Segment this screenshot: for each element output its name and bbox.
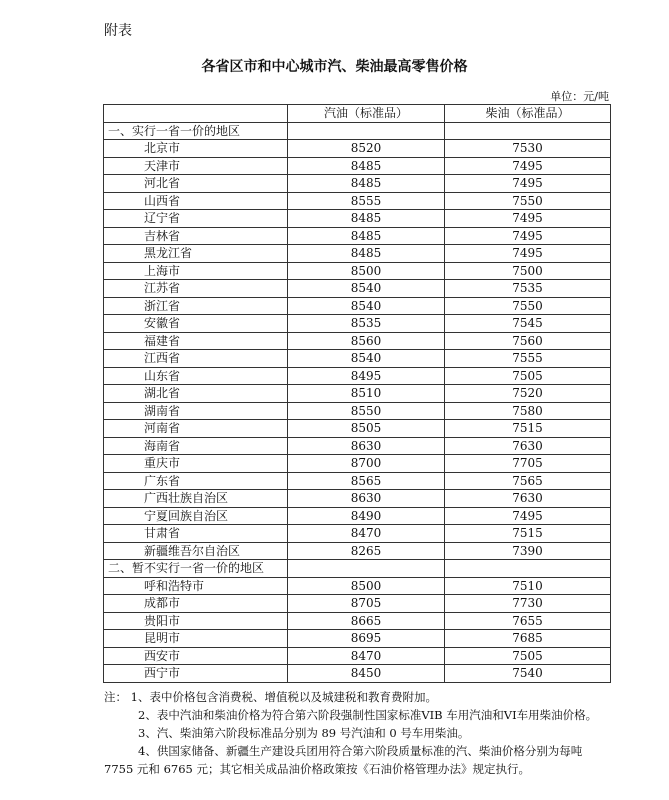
table-row <box>104 577 611 595</box>
region-cell: 甘肃省 <box>104 525 288 543</box>
gasoline-price-cell: 8565 <box>288 472 445 490</box>
section-heading: 一、实行一省一价的地区 <box>104 122 288 140</box>
region-cell: 安徽省 <box>104 315 288 333</box>
table-row <box>104 630 611 648</box>
gasoline-price-cell: 8485 <box>288 175 445 193</box>
empty-cell <box>288 122 445 140</box>
table-row <box>104 542 611 560</box>
table-row <box>104 420 611 438</box>
section-heading-row <box>104 122 611 140</box>
column-header-gasoline: 汽油（标准品） <box>288 105 445 123</box>
region-cell: 湖南省 <box>104 402 288 420</box>
table-header-row <box>104 105 611 123</box>
region-cell: 广东省 <box>104 472 288 490</box>
table-row <box>104 280 611 298</box>
diesel-price-cell: 7705 <box>445 455 611 473</box>
table-row <box>104 210 611 228</box>
diesel-price-cell: 7515 <box>445 420 611 438</box>
region-cell: 江苏省 <box>104 280 288 298</box>
gasoline-price-cell: 8450 <box>288 665 445 683</box>
diesel-price-cell: 7555 <box>445 350 611 368</box>
table-row <box>104 175 611 193</box>
table-row <box>104 490 611 508</box>
table-row <box>104 507 611 525</box>
table-row <box>104 665 611 683</box>
diesel-price-cell: 7495 <box>445 245 611 263</box>
diesel-price-cell: 7630 <box>445 490 611 508</box>
gasoline-price-cell: 8540 <box>288 297 445 315</box>
region-cell: 重庆市 <box>104 455 288 473</box>
diesel-price-cell: 7550 <box>445 192 611 210</box>
gasoline-price-cell: 8540 <box>288 350 445 368</box>
region-cell: 西安市 <box>104 647 288 665</box>
gasoline-price-cell: 8555 <box>288 192 445 210</box>
gasoline-price-cell: 8630 <box>288 437 445 455</box>
gasoline-price-cell: 8520 <box>288 140 445 158</box>
diesel-price-cell: 7495 <box>445 175 611 193</box>
gasoline-price-cell: 8485 <box>288 210 445 228</box>
diesel-price-cell: 7505 <box>445 367 611 385</box>
diesel-price-cell: 7510 <box>445 577 611 595</box>
page-title: 各省区市和中心城市汽、柴油最高零售价格 <box>201 59 468 75</box>
gasoline-price-cell: 8500 <box>288 262 445 280</box>
table-row <box>104 472 611 490</box>
region-cell: 呼和浩特市 <box>104 577 288 595</box>
gasoline-price-cell: 8540 <box>288 280 445 298</box>
gasoline-price-cell: 8550 <box>288 402 445 420</box>
gasoline-price-cell: 8505 <box>288 420 445 438</box>
diesel-price-cell: 7495 <box>445 210 611 228</box>
table-row <box>104 402 611 420</box>
price-table <box>103 104 611 683</box>
diesel-price-cell: 7495 <box>445 157 611 175</box>
region-cell: 贵阳市 <box>104 612 288 630</box>
diesel-price-cell: 7545 <box>445 315 611 333</box>
table-row <box>104 297 611 315</box>
table-row <box>104 315 611 333</box>
gasoline-price-cell: 8485 <box>288 227 445 245</box>
diesel-price-cell: 7550 <box>445 297 611 315</box>
table-row <box>104 350 611 368</box>
gasoline-price-cell: 8535 <box>288 315 445 333</box>
diesel-price-cell: 7580 <box>445 402 611 420</box>
diesel-price-cell: 7565 <box>445 472 611 490</box>
region-cell: 成都市 <box>104 595 288 613</box>
table-row <box>104 437 611 455</box>
unit-label: 单位：元/吨 <box>550 90 609 103</box>
diesel-price-cell: 7520 <box>445 385 611 403</box>
diesel-price-cell: 7390 <box>445 542 611 560</box>
section-heading: 二、暂不实行一省一价的地区 <box>104 560 288 578</box>
region-cell: 浙江省 <box>104 297 288 315</box>
region-cell: 北京市 <box>104 140 288 158</box>
table-row <box>104 595 611 613</box>
region-cell: 昆明市 <box>104 630 288 648</box>
section-heading-row <box>104 560 611 578</box>
gasoline-price-cell: 8265 <box>288 542 445 560</box>
diesel-price-cell: 7495 <box>445 227 611 245</box>
column-header <box>104 105 288 123</box>
gasoline-price-cell: 8510 <box>288 385 445 403</box>
region-cell: 辽宁省 <box>104 210 288 228</box>
gasoline-price-cell: 8705 <box>288 595 445 613</box>
gasoline-price-cell: 8470 <box>288 647 445 665</box>
table-row <box>104 245 611 263</box>
region-cell: 天津市 <box>104 157 288 175</box>
table-row <box>104 525 611 543</box>
gasoline-price-cell: 8485 <box>288 157 445 175</box>
gasoline-price-cell: 8495 <box>288 367 445 385</box>
note-1: 注： 1、表中价格包含消费税、增值税以及城建税和教育费附加。 <box>104 690 437 704</box>
region-cell: 宁夏回族自治区 <box>104 507 288 525</box>
region-cell: 吉林省 <box>104 227 288 245</box>
table-row <box>104 647 611 665</box>
diesel-price-cell: 7630 <box>445 437 611 455</box>
region-cell: 山东省 <box>104 367 288 385</box>
gasoline-price-cell: 8490 <box>288 507 445 525</box>
table-row <box>104 367 611 385</box>
diesel-price-cell: 7495 <box>445 507 611 525</box>
gasoline-price-cell: 8700 <box>288 455 445 473</box>
region-cell: 江西省 <box>104 350 288 368</box>
gasoline-price-cell: 8665 <box>288 612 445 630</box>
gasoline-price-cell: 8485 <box>288 245 445 263</box>
notes <box>104 688 614 778</box>
gasoline-price-cell: 8630 <box>288 490 445 508</box>
gasoline-price-cell: 8560 <box>288 332 445 350</box>
table-row <box>104 140 611 158</box>
region-cell: 福建省 <box>104 332 288 350</box>
diesel-price-cell: 7530 <box>445 140 611 158</box>
region-cell: 山西省 <box>104 192 288 210</box>
diesel-price-cell: 7730 <box>445 595 611 613</box>
table-row <box>104 157 611 175</box>
empty-cell <box>445 122 611 140</box>
region-cell: 新疆维吾尔自治区 <box>104 542 288 560</box>
gasoline-price-cell: 8500 <box>288 577 445 595</box>
diesel-price-cell: 7655 <box>445 612 611 630</box>
region-cell: 黑龙江省 <box>104 245 288 263</box>
diesel-price-cell: 7505 <box>445 647 611 665</box>
diesel-price-cell: 7500 <box>445 262 611 280</box>
note-3: 3、汽、柴油第六阶段标准品分别为 89 号汽油和 0 号车用柴油。 <box>138 726 470 740</box>
region-cell: 河南省 <box>104 420 288 438</box>
table-row <box>104 612 611 630</box>
diesel-price-cell: 7535 <box>445 280 611 298</box>
table-row <box>104 332 611 350</box>
table-row <box>104 227 611 245</box>
annex-label: 附表 <box>104 23 132 39</box>
diesel-price-cell: 7560 <box>445 332 611 350</box>
table-row <box>104 262 611 280</box>
region-cell: 海南省 <box>104 437 288 455</box>
region-cell: 广西壮族自治区 <box>104 490 288 508</box>
diesel-price-cell: 7540 <box>445 665 611 683</box>
empty-cell <box>288 560 445 578</box>
diesel-price-cell: 7515 <box>445 525 611 543</box>
note-2: 2、表中汽油和柴油价格为符合第六阶段强制性国家标准VIB 车用汽油和VI车用柴油价格。 <box>138 708 598 722</box>
region-cell: 湖北省 <box>104 385 288 403</box>
column-header-diesel: 柴油（标准品） <box>445 105 611 123</box>
table-row <box>104 385 611 403</box>
empty-cell <box>445 560 611 578</box>
region-cell: 上海市 <box>104 262 288 280</box>
gasoline-price-cell: 8695 <box>288 630 445 648</box>
gasoline-price-cell: 8470 <box>288 525 445 543</box>
diesel-price-cell: 7685 <box>445 630 611 648</box>
note-4: 4、供国家储备、新疆生产建设兵团用符合第六阶段质量标准的汽、柴油价格分别为每吨 7755 元和 6765 元；其它相关成品油价格政策按《石油价格管理办法》规定执行。 <box>104 744 583 776</box>
region-cell: 河北省 <box>104 175 288 193</box>
region-cell: 西宁市 <box>104 665 288 683</box>
table-row <box>104 455 611 473</box>
table-row <box>104 192 611 210</box>
